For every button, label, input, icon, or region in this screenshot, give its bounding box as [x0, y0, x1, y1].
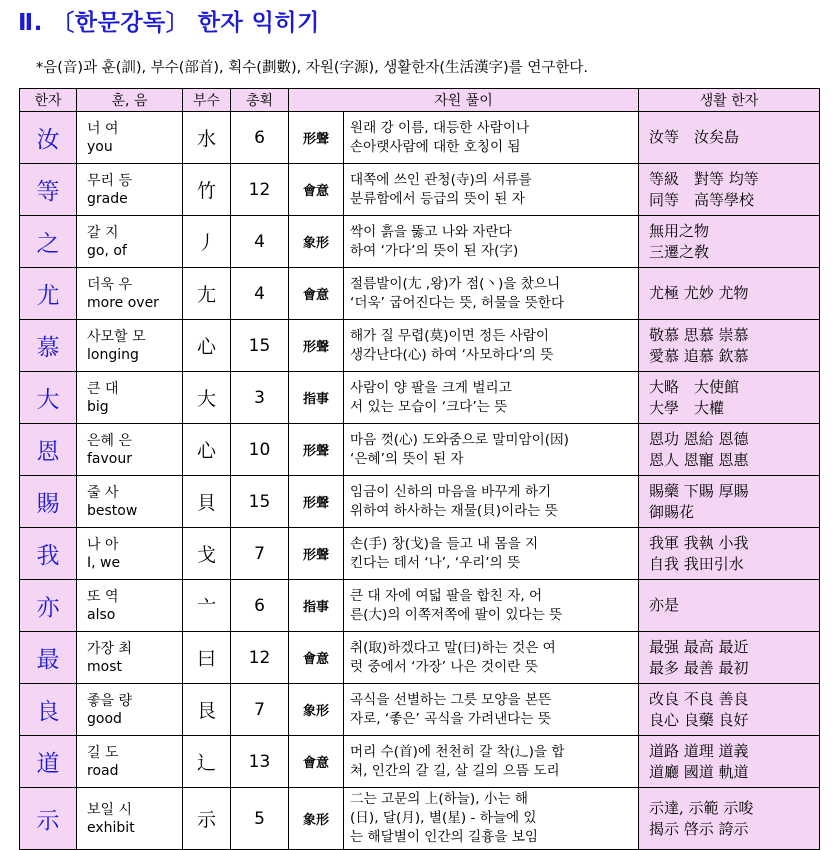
origin-text — [344, 684, 639, 736]
life-hanja-line: 無用之物 — [649, 221, 710, 240]
meaning-cell — [77, 476, 183, 528]
formation-type: 會意 — [289, 164, 344, 216]
life-hanja — [639, 580, 820, 632]
life-hanja — [639, 476, 820, 528]
life-hanja-line: 我軍 我執 小我 — [649, 533, 749, 552]
life-hanja-line: 自我 我田引水 — [649, 554, 744, 573]
origin-line: ‘더욱’ 굽어진다는 뜻, 허물을 뜻한다 — [350, 294, 565, 311]
stroke-count: 15 — [231, 476, 289, 528]
table-row — [20, 268, 820, 320]
hanja-char: 良 — [20, 684, 77, 736]
life-hanja — [639, 112, 820, 164]
korean-meaning: 사모할 모 — [87, 328, 146, 345]
table-row — [20, 372, 820, 424]
hanja-char: 亦 — [20, 580, 77, 632]
origin-line: 싹이 흙을 뚫고 나와 자란다 — [350, 223, 512, 240]
formation-type: 象形 — [289, 788, 344, 850]
header-hanja: 한자 — [20, 89, 77, 112]
english-meaning: more over — [87, 294, 159, 311]
origin-line: 쳐, 인간의 갈 길, 살 길의 으뜸 도리 — [350, 762, 560, 779]
header-strokes: 총획 — [231, 89, 289, 112]
table-row — [20, 788, 820, 850]
origin-line: 사람이 양 팔을 크게 벌리고 — [350, 379, 512, 396]
table-row — [20, 164, 820, 216]
hanja-char: 示 — [20, 788, 77, 850]
life-hanja — [639, 632, 820, 684]
table-row — [20, 320, 820, 372]
formation-type: 象形 — [289, 216, 344, 268]
english-meaning: longing — [87, 346, 139, 363]
english-meaning: also — [87, 606, 116, 623]
origin-text — [344, 788, 639, 850]
life-hanja-line: 等級 對等 均等 — [649, 169, 759, 188]
table-header-row — [20, 89, 820, 112]
origin-text — [344, 528, 639, 580]
stroke-count: 13 — [231, 736, 289, 788]
table-row — [20, 112, 820, 164]
origin-line: 른(大)의 이쪽저쪽에 팔이 있다는 뜻 — [350, 606, 563, 623]
origin-text — [344, 476, 639, 528]
stroke-count: 3 — [231, 372, 289, 424]
meaning-cell — [77, 736, 183, 788]
english-meaning: go, of — [87, 242, 127, 259]
origin-line: 큰 대 자에 여덟 팔을 합친 자, 어 — [350, 587, 543, 604]
stroke-count: 12 — [231, 632, 289, 684]
origin-line: (日), 달(月), 별(星) - 하늘에 있 — [350, 810, 537, 826]
life-hanja-line: 道路 道理 道義 — [649, 741, 749, 760]
origin-line: 임금이 신하의 마음을 바꾸게 하기 — [350, 483, 552, 500]
header-life: 생활 한자 — [639, 89, 820, 112]
korean-meaning: 은혜 은 — [87, 432, 133, 449]
stroke-count: 6 — [231, 580, 289, 632]
hanja-char: 道 — [20, 736, 77, 788]
origin-line: 손아랫사람에 대한 호칭이 됨 — [350, 138, 521, 155]
origin-line: 손(手) 창(戈)을 들고 내 몸을 지 — [350, 535, 539, 552]
life-hanja-line: 愛慕 追慕 欽慕 — [649, 346, 749, 365]
radical: 尢 — [183, 268, 231, 320]
hanja-char: 大 — [20, 372, 77, 424]
english-meaning: road — [87, 762, 119, 779]
meaning-cell — [77, 164, 183, 216]
english-meaning: bestow — [87, 502, 138, 519]
stroke-count: 6 — [231, 112, 289, 164]
life-hanja — [639, 216, 820, 268]
origin-line: 곡식을 선별하는 그릇 모양을 본뜬 — [350, 691, 552, 708]
formation-type: 形聲 — [289, 528, 344, 580]
origin-text — [344, 632, 639, 684]
origin-line: 머리 수(首)에 천천히 갈 착(辶)을 합 — [350, 743, 565, 760]
english-meaning: exhibit — [87, 819, 135, 836]
life-hanja-line: 揭示 啓示 誇示 — [649, 819, 749, 838]
english-meaning: you — [87, 138, 113, 155]
radical: 心 — [183, 320, 231, 372]
origin-line: 대쪽에 쓰인 관청(寺)의 서류를 — [350, 171, 532, 188]
meaning-cell — [77, 424, 183, 476]
korean-meaning: 무리 등 — [87, 172, 133, 189]
english-meaning: big — [87, 398, 109, 415]
formation-type: 形聲 — [289, 320, 344, 372]
radical: 貝 — [183, 476, 231, 528]
korean-meaning: 길 도 — [87, 744, 119, 761]
stroke-count: 7 — [231, 684, 289, 736]
stroke-count: 12 — [231, 164, 289, 216]
table-body — [20, 112, 820, 850]
life-hanja — [639, 424, 820, 476]
korean-meaning: 또 역 — [87, 588, 119, 605]
origin-text — [344, 268, 639, 320]
radical: 水 — [183, 112, 231, 164]
table-row — [20, 632, 820, 684]
hanja-char: 我 — [20, 528, 77, 580]
origin-line: 二는 고문의 上(하늘), 小는 해 — [350, 791, 529, 807]
life-hanja — [639, 736, 820, 788]
korean-meaning: 더욱 우 — [87, 276, 133, 293]
stroke-count: 4 — [231, 268, 289, 320]
life-hanja-line: 示達, 示範 示唆 — [649, 798, 754, 817]
origin-line: 취(取)하겠다고 말(曰)하는 것은 여 — [350, 639, 556, 656]
meaning-cell — [77, 684, 183, 736]
life-hanja-line: 恩人 恩寵 恩惠 — [649, 450, 749, 469]
life-hanja-line: 恩功 恩給 恩德 — [649, 429, 749, 448]
radical: 艮 — [183, 684, 231, 736]
table-row — [20, 216, 820, 268]
life-hanja-line: 賜藥 下賜 厚賜 — [649, 481, 749, 500]
life-hanja — [639, 320, 820, 372]
life-hanja-line: 尤極 尤妙 尤物 — [649, 284, 749, 302]
formation-type: 會意 — [289, 268, 344, 320]
life-hanja — [639, 164, 820, 216]
life-hanja-line: 改良 不良 善良 — [649, 689, 749, 708]
meaning-cell — [77, 788, 183, 850]
stroke-count: 15 — [231, 320, 289, 372]
life-hanja — [639, 528, 820, 580]
stroke-count: 10 — [231, 424, 289, 476]
origin-line: 절름발이(尢 ,왕)가 점(丶)을 찼으니 — [350, 275, 561, 292]
english-meaning: I, we — [87, 554, 121, 571]
origin-line: 해가 질 무렵(莫)이면 정든 사람이 — [350, 327, 550, 344]
origin-text — [344, 320, 639, 372]
formation-type: 形聲 — [289, 424, 344, 476]
life-hanja-line: 御賜花 — [649, 502, 695, 521]
hanja-char: 之 — [20, 216, 77, 268]
radical: 丿 — [183, 216, 231, 268]
hanja-char: 慕 — [20, 320, 77, 372]
life-hanja-line: 汝等 汝矣島 — [649, 128, 740, 146]
origin-line: 분류함에서 등급의 뜻이 된 자 — [350, 190, 525, 207]
table-row — [20, 580, 820, 632]
page-subtitle: *음(音)과 훈(訓), 부수(部首), 획수(劃數), 자원(字源), 생활한자(生活漢字)를 연구한다. — [36, 60, 588, 76]
origin-text — [344, 216, 639, 268]
life-hanja-line: 三遷之敎 — [649, 242, 710, 261]
english-meaning: favour — [87, 450, 132, 467]
meaning-cell — [77, 320, 183, 372]
table-row — [20, 736, 820, 788]
header-origin: 자원 풀이 — [289, 89, 639, 112]
korean-meaning: 줄 사 — [87, 484, 119, 501]
table-row — [20, 684, 820, 736]
table-row — [20, 476, 820, 528]
formation-type: 形聲 — [289, 476, 344, 528]
meaning-cell — [77, 632, 183, 684]
life-hanja-line: 大略 大使館 — [649, 377, 740, 396]
english-meaning: grade — [87, 190, 128, 207]
english-meaning: good — [87, 710, 122, 727]
radical: 心 — [183, 424, 231, 476]
life-hanja — [639, 372, 820, 424]
origin-line: ‘은혜’의 뜻이 된 자 — [350, 450, 464, 467]
header-meaning: 훈, 음 — [77, 89, 183, 112]
formation-type: 指事 — [289, 372, 344, 424]
meaning-cell — [77, 216, 183, 268]
hanja-char: 等 — [20, 164, 77, 216]
hanja-char: 恩 — [20, 424, 77, 476]
origin-line: 생각난다(心) 하여 ‘사모하다’의 뜻 — [350, 346, 554, 363]
origin-line: 서 있는 모습이 ‘크다’는 뜻 — [350, 398, 508, 415]
life-hanja-line: 敬慕 思慕 崇慕 — [649, 325, 749, 344]
meaning-cell — [77, 112, 183, 164]
formation-type: 形聲 — [289, 112, 344, 164]
life-hanja-line: 亦是 — [649, 596, 680, 614]
life-hanja-line: 大學 大權 — [649, 398, 725, 417]
origin-text — [344, 372, 639, 424]
origin-line: 원래 강 이름, 대등한 사람이나 — [350, 119, 530, 136]
origin-line: 위하여 하사하는 재물(貝)이라는 뜻 — [350, 502, 558, 519]
korean-meaning: 보일 시 — [87, 801, 133, 818]
radical: 竹 — [183, 164, 231, 216]
origin-text — [344, 580, 639, 632]
formation-type: 指事 — [289, 580, 344, 632]
korean-meaning: 갈 지 — [87, 224, 119, 241]
origin-line: 하여 ‘가다’의 뜻이 된 자(字) — [350, 242, 519, 259]
meaning-cell — [77, 372, 183, 424]
meaning-cell — [77, 268, 183, 320]
formation-type: 象形 — [289, 684, 344, 736]
origin-line: 킨다는 데서 ‘나’, ‘우리’의 뜻 — [350, 554, 521, 571]
korean-meaning: 너 여 — [87, 120, 119, 137]
origin-text — [344, 424, 639, 476]
origin-line: 마음 껏(心) 도와줌으로 말미암이(因) — [350, 431, 569, 448]
header-radical: 부수 — [183, 89, 231, 112]
life-hanja-line: 良心 良藥 良好 — [649, 710, 749, 729]
stroke-count: 7 — [231, 528, 289, 580]
life-hanja-line: 最多 最善 最初 — [649, 658, 749, 677]
radical: 示 — [183, 788, 231, 850]
formation-type: 會意 — [289, 632, 344, 684]
stroke-count: 4 — [231, 216, 289, 268]
radical: 戈 — [183, 528, 231, 580]
life-hanja-line: 最强 最高 最近 — [649, 637, 749, 656]
life-hanja-line: 道廳 國道 軌道 — [649, 762, 749, 781]
origin-line: 자로, ‘좋은’ 곡식을 가려낸다는 뜻 — [350, 710, 551, 727]
life-hanja — [639, 788, 820, 850]
origin-line: 럿 중에서 ‘가장’ 나은 것이란 뜻 — [350, 658, 538, 675]
life-hanja — [639, 268, 820, 320]
radical: 辶 — [183, 736, 231, 788]
table-row — [20, 528, 820, 580]
origin-text — [344, 736, 639, 788]
hanja-char: 尤 — [20, 268, 77, 320]
radical: 曰 — [183, 632, 231, 684]
korean-meaning: 나 아 — [87, 536, 119, 553]
radical: 大 — [183, 372, 231, 424]
hanja-char: 賜 — [20, 476, 77, 528]
origin-text — [344, 112, 639, 164]
formation-type: 會意 — [289, 736, 344, 788]
origin-text — [344, 164, 639, 216]
radical: 亠 — [183, 580, 231, 632]
hanja-char: 汝 — [20, 112, 77, 164]
english-meaning: most — [87, 658, 122, 675]
table-row — [20, 424, 820, 476]
origin-line: 는 해달별이 인간의 길흉을 보임 — [350, 829, 538, 845]
life-hanja-line: 同等 高等學校 — [649, 190, 755, 209]
stroke-count: 5 — [231, 788, 289, 850]
meaning-cell — [77, 528, 183, 580]
hanja-char: 最 — [20, 632, 77, 684]
page-title: Ⅱ. 〔한문강독〕 한자 익히기 — [18, 10, 320, 36]
hanja-table — [19, 88, 820, 850]
life-hanja — [639, 684, 820, 736]
korean-meaning: 좋을 량 — [87, 692, 133, 709]
korean-meaning: 큰 대 — [87, 380, 119, 397]
meaning-cell — [77, 580, 183, 632]
korean-meaning: 가장 최 — [87, 640, 133, 657]
